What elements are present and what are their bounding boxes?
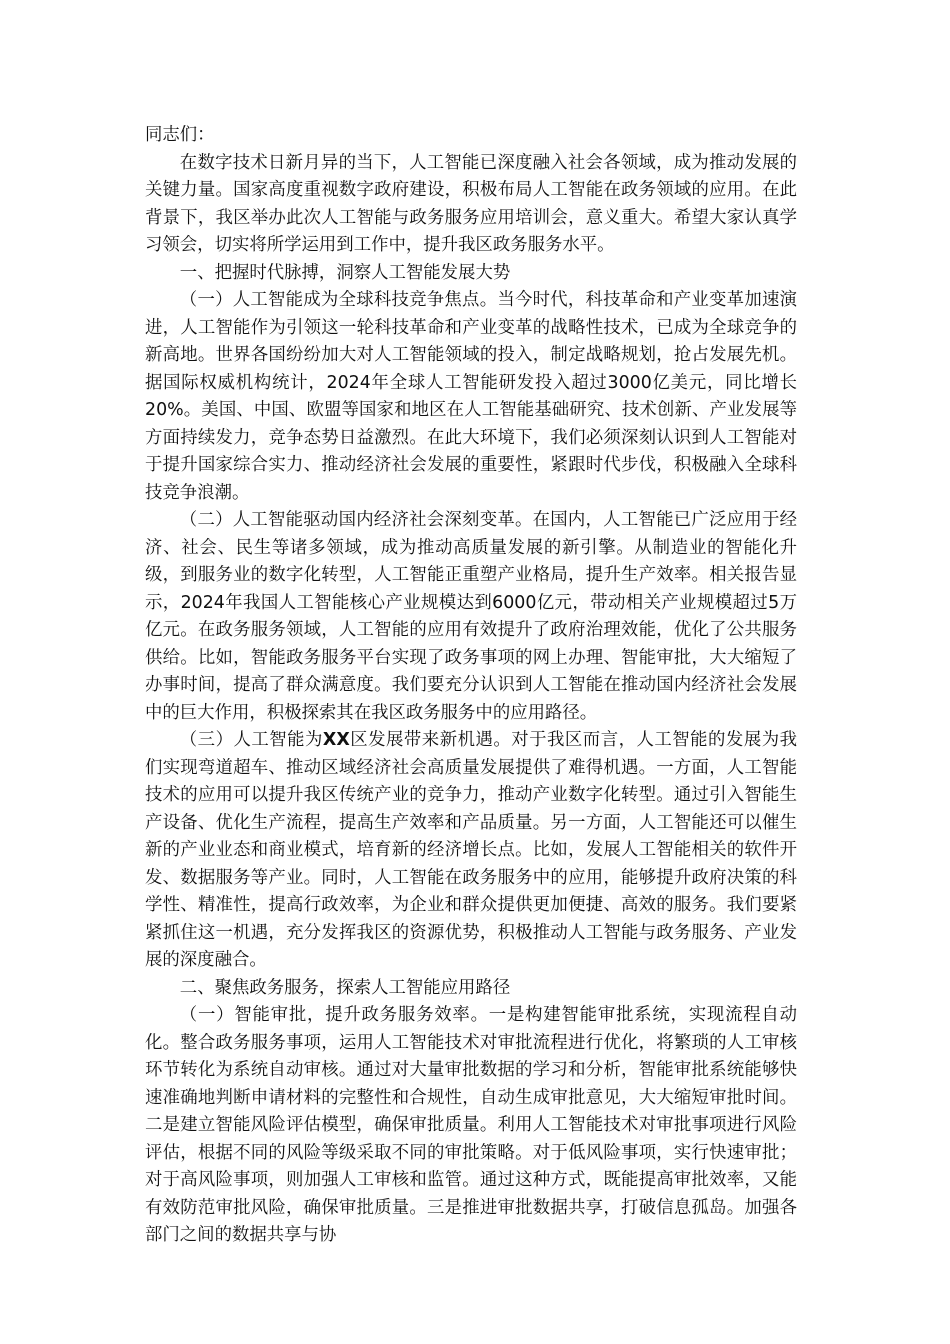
district-name-bold: XX — [322, 730, 350, 750]
section-1-item-3-prefix: （三）人工智能为 — [179, 730, 323, 750]
section-1-item-3 — [145, 727, 797, 975]
section-1-heading: 一、把握时代脉搏，洞察人工智能发展大势 — [179, 262, 511, 283]
section-2-heading: 二、聚焦政务服务，探索人工智能应用路径 — [179, 977, 511, 998]
section-1-item-1: （一）人工智能成为全球科技竞争焦点。当今时代，科技革命和产业变革加速演进，人工智能作为引领这一轮科技革命和产业变革的战略性技术，已成为全球竞争的新高地。世界各国纷纷加大对人工智能领域的投入，制定战略规划，抢占发展先机。据国际权威机构统计，2024年全球人工智能研发投入超过3000亿美元，同比增长20%。美国、中国、欧盟等国家和地区在人工智能基础研究、技术创新、产业发展等方面持续发力，竞争态势日益激烈。在此大环境下，我们必须深刻认识到人工智能对于提升国家综合实力、推动经济社会发展的重要性，紧跟时代步伐，积极融入全球科技竞争浪潮。 — [145, 290, 797, 503]
document-body — [145, 122, 797, 1250]
section-1-item-3-text: 区发展带来新机遇。对于我区而言，人工智能的发展为我们实现弯道超车、推动区域经济社会高质量发展提供了难得机遇。一方面，人工智能技术的应用可以提升我区传统产业的竞争力，推动产业数字化转型。通过引入智能生产设备、优化生产流程，提高生产效率和产品质量。另一方面，人工智能还可以催生新的产业业态和商业模式，培育新的经济增长点。比如，发展人工智能相关的软件开发、数据服务等产业。同时，人工智能在政务服务中的应用，能够提升政府决策的科学性、精准性，提高行政效率，为企业和群众提供更加便捷、高效的服务。我们要紧紧抓住这一机遇，充分发挥我区的资源优势，积极推动人工智能与政务服务、产业发展的深度融合。 — [145, 730, 797, 970]
salutation: 同志们： — [145, 125, 215, 145]
intro-paragraph: 在数字技术日新月异的当下，人工智能已深度融入社会各领域，成为推动发展的关键力量。国家高度重视数字政府建设，积极布局人工智能在政务领域的应用。在此背景下，我区举办此次人工智能与政务服务应用培训会，意义重大。希望大家认真学习领会，切实将所学运用到工作中，提升我区政务服务水平。 — [145, 152, 797, 255]
section-2-item-1: （一）智能审批，提升政务服务效率。一是构建智能审批系统，实现流程自动化。整合政务服务事项，运用人工智能技术对审批流程进行优化，将繁琐的人工审核环节转化为系统自动审核。通过对大量审批数据的学习和分析，智能审批系统能够快速准确地判断申请材料的完整性和合规性，自动生成审批意见，大大缩短审批时间。二是建立智能风险评估模型，确保审批质量。利用人工智能技术对审批事项进行风险评估，根据不同的风险等级采取不同的审批策略。对于低风险事项，实行快速审批；对于高风险事项，则加强人工审核和监管。通过这种方式，既能提高审批效率，又能有效防范审批风险，确保审批质量。三是推进审批数据共享，打破信息孤岛。加强各部门之间的数据共享与协 — [145, 1005, 797, 1245]
section-1-item-2: （二）人工智能驱动国内经济社会深刻变革。在国内，人工智能已广泛应用于经济、社会、民生等诸多领域，成为推动高质量发展的新引擎。从制造业的智能化升级，到服务业的数字化转型，人工智能正重塑产业格局，提升生产效率。相关报告显示，2024年我国人工智能核心产业规模达到6000亿元，带动相关产业规模超过5万亿元。在政务服务领域，人工智能的应用有效提升了政府治理效能，优化了公共服务供给。比如，智能政务服务平台实现了政务事项的网上办理、智能审批，大大缩短了办事时间，提高了群众满意度。我们要充分认识到人工智能在推动国内经济社会发展中的巨大作用，积极探索其在我区政务服务中的应用路径。 — [145, 510, 797, 723]
